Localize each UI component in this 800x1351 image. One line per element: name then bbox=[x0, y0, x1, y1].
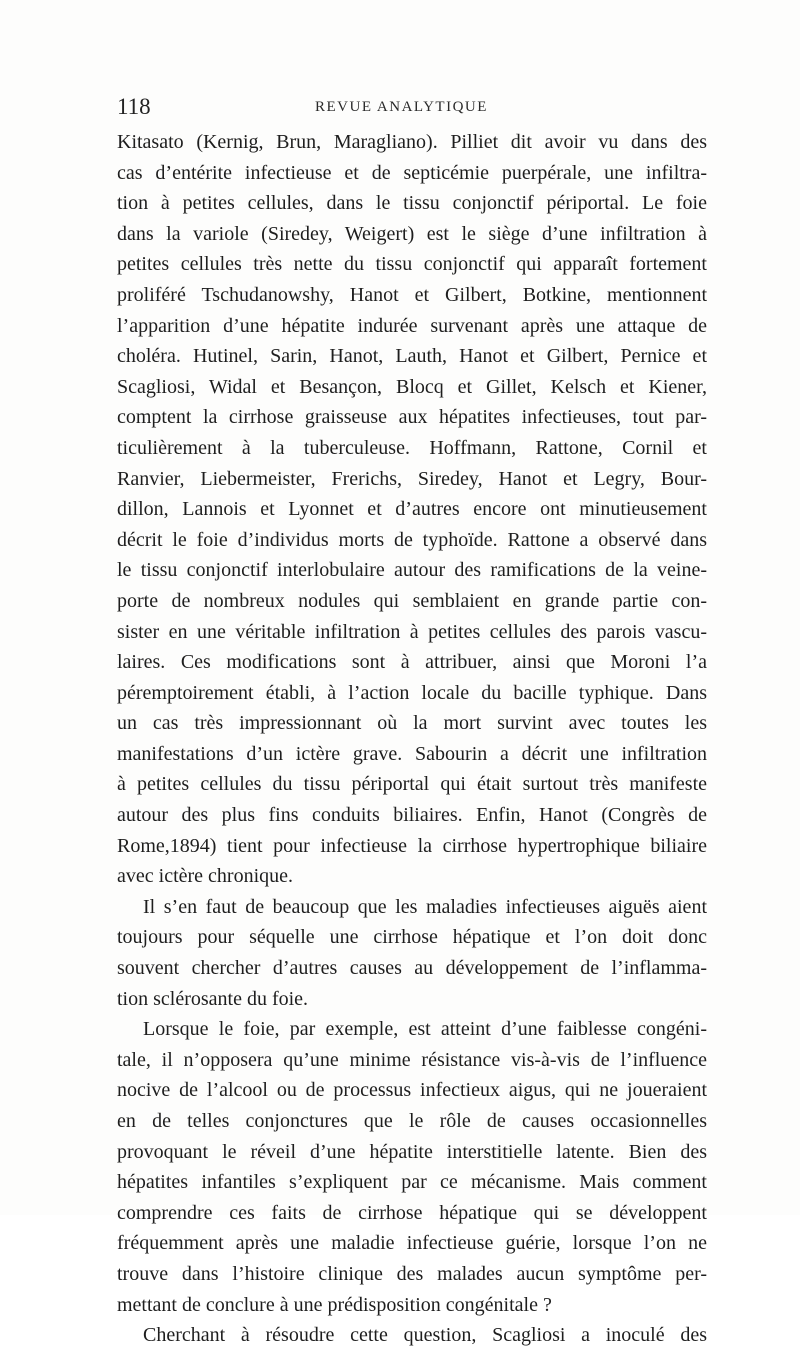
text-line: le tissu conjonctif interlobulaire autour des ramifications de la veine- bbox=[117, 559, 707, 582]
text-line: décrit le foie d’individus morts de typhoïde. Rattone a observé dans bbox=[117, 528, 707, 551]
paragraph-end-line: avec ictère chronique. bbox=[117, 865, 294, 888]
text-line: Kitasato (Kernig, Brun, Maragliano). Pilliet dit avoir vu dans des bbox=[117, 131, 707, 153]
paragraph-start-line: Il s’en faut de beaucoup que les maladies infectieuses aiguës aient bbox=[143, 895, 707, 918]
text-line: comptent la cirrhose graisseuse aux hépatites infectieuses, tout par- bbox=[117, 406, 707, 429]
text-line: trouve dans l’histoire clinique des malades aucun symptôme per- bbox=[117, 1262, 707, 1285]
text-line: dans la variole (Siredey, Weigert) est le siège d’une infiltration à bbox=[117, 222, 707, 245]
text-line: provoquant le réveil d’une hépatite interstitielle latente. Bien des bbox=[117, 1140, 707, 1163]
text-line: manifestations d’un ictère grave. Sabourin a décrit une infiltration bbox=[117, 742, 707, 765]
text-line: péremptoirement établi, à l’action locale du bacille typhique. Dans bbox=[117, 681, 707, 704]
text-line: comprendre ces faits de cirrhose hépatique qui se développent bbox=[117, 1201, 707, 1224]
text-line: à petites cellules du tissu périportal qui était surtout très manifeste bbox=[117, 773, 707, 796]
text-line: nocive de l’alcool ou de processus infectieux aigus, qui ne joueraient bbox=[117, 1079, 707, 1102]
text-line: cas d’entérite infectieuse et de septicémie puerpérale, une infiltra- bbox=[117, 161, 707, 184]
text-line: choléra. Hutinel, Sarin, Hanot, Lauth, Hanot et Gilbert, Pernice et bbox=[117, 345, 707, 368]
text-line: Ranvier, Liebermeister, Frerichs, Siredey, Hanot et Legry, Bour- bbox=[117, 467, 707, 490]
text-line: autour des plus fins conduits biliaires. Enfin, Hanot (Congrès de bbox=[117, 804, 707, 827]
text-line: toujours pour séquelle une cirrhose hépatique et l’on doit donc bbox=[117, 926, 707, 949]
text-line: tion à petites cellules, dans le tissu conjonctif périportal. Le foie bbox=[117, 192, 707, 215]
text-line: porte de nombreux nodules qui semblaient en grande partie con- bbox=[117, 589, 707, 612]
body-text bbox=[117, 127, 707, 1351]
page-header bbox=[117, 94, 717, 124]
text-line: dillon, Lannois et Lyonnet et d’autres encore ont minutieusement bbox=[117, 498, 707, 521]
text-line: ticulièrement à la tuberculeuse. Hoffmann, Rattone, Cornil et bbox=[117, 436, 707, 459]
text-line: Scagliosi, Widal et Besançon, Blocq et Gillet, Kelsch et Kiener, bbox=[117, 375, 707, 398]
text-line: fréquemment après une maladie infectieuse guérie, lorsque l’on ne bbox=[117, 1232, 707, 1255]
running-head: REVUE ANALYTIQUE bbox=[315, 99, 488, 115]
text-line: un cas très impressionnant où la mort survint avec toutes les bbox=[117, 712, 707, 735]
page-number: 118 bbox=[117, 94, 151, 119]
paragraph-end-line: mettant de conclure à une prédisposition congénitale ? bbox=[117, 1293, 552, 1316]
text-line: sister en une véritable infiltration à petites cellules des parois vascu- bbox=[117, 620, 707, 643]
text-line: en de telles conjonctures que le rôle de causes occasionnelles bbox=[117, 1110, 707, 1132]
text-line: l’apparition d’une hépatite indurée survenant après une attaque de bbox=[117, 314, 707, 337]
text-line: hépatites infantiles s’expliquent par ce mécanisme. Mais comment bbox=[117, 1171, 707, 1194]
text-line: proliféré Tschudanowshy, Hanot et Gilbert, Botkine, mentionnent bbox=[117, 283, 707, 306]
text-line: Rome,1894) tient pour infectieuse la cirrhose hypertrophique biliaire bbox=[117, 834, 707, 857]
paragraph-start-line: Cherchant à résoudre cette question, Scagliosi a inoculé des bbox=[143, 1324, 707, 1347]
text-line: laires. Ces modifications sont à attribuer, ainsi que Moroni l’a bbox=[117, 651, 707, 674]
text-line: tale, il n’opposera qu’une minime résistance vis-à-vis de l’influence bbox=[117, 1048, 707, 1071]
text-line: petites cellules très nette du tissu conjonctif qui apparaît fortement bbox=[117, 253, 707, 276]
text-line: souvent chercher d’autres causes au développement de l’inflamma- bbox=[117, 957, 707, 980]
paragraph-end-line: tion sclérosante du foie. bbox=[117, 987, 309, 1010]
paragraph-start-line: Lorsque le foie, par exemple, est atteint d’une faiblesse congéni- bbox=[143, 1018, 707, 1041]
